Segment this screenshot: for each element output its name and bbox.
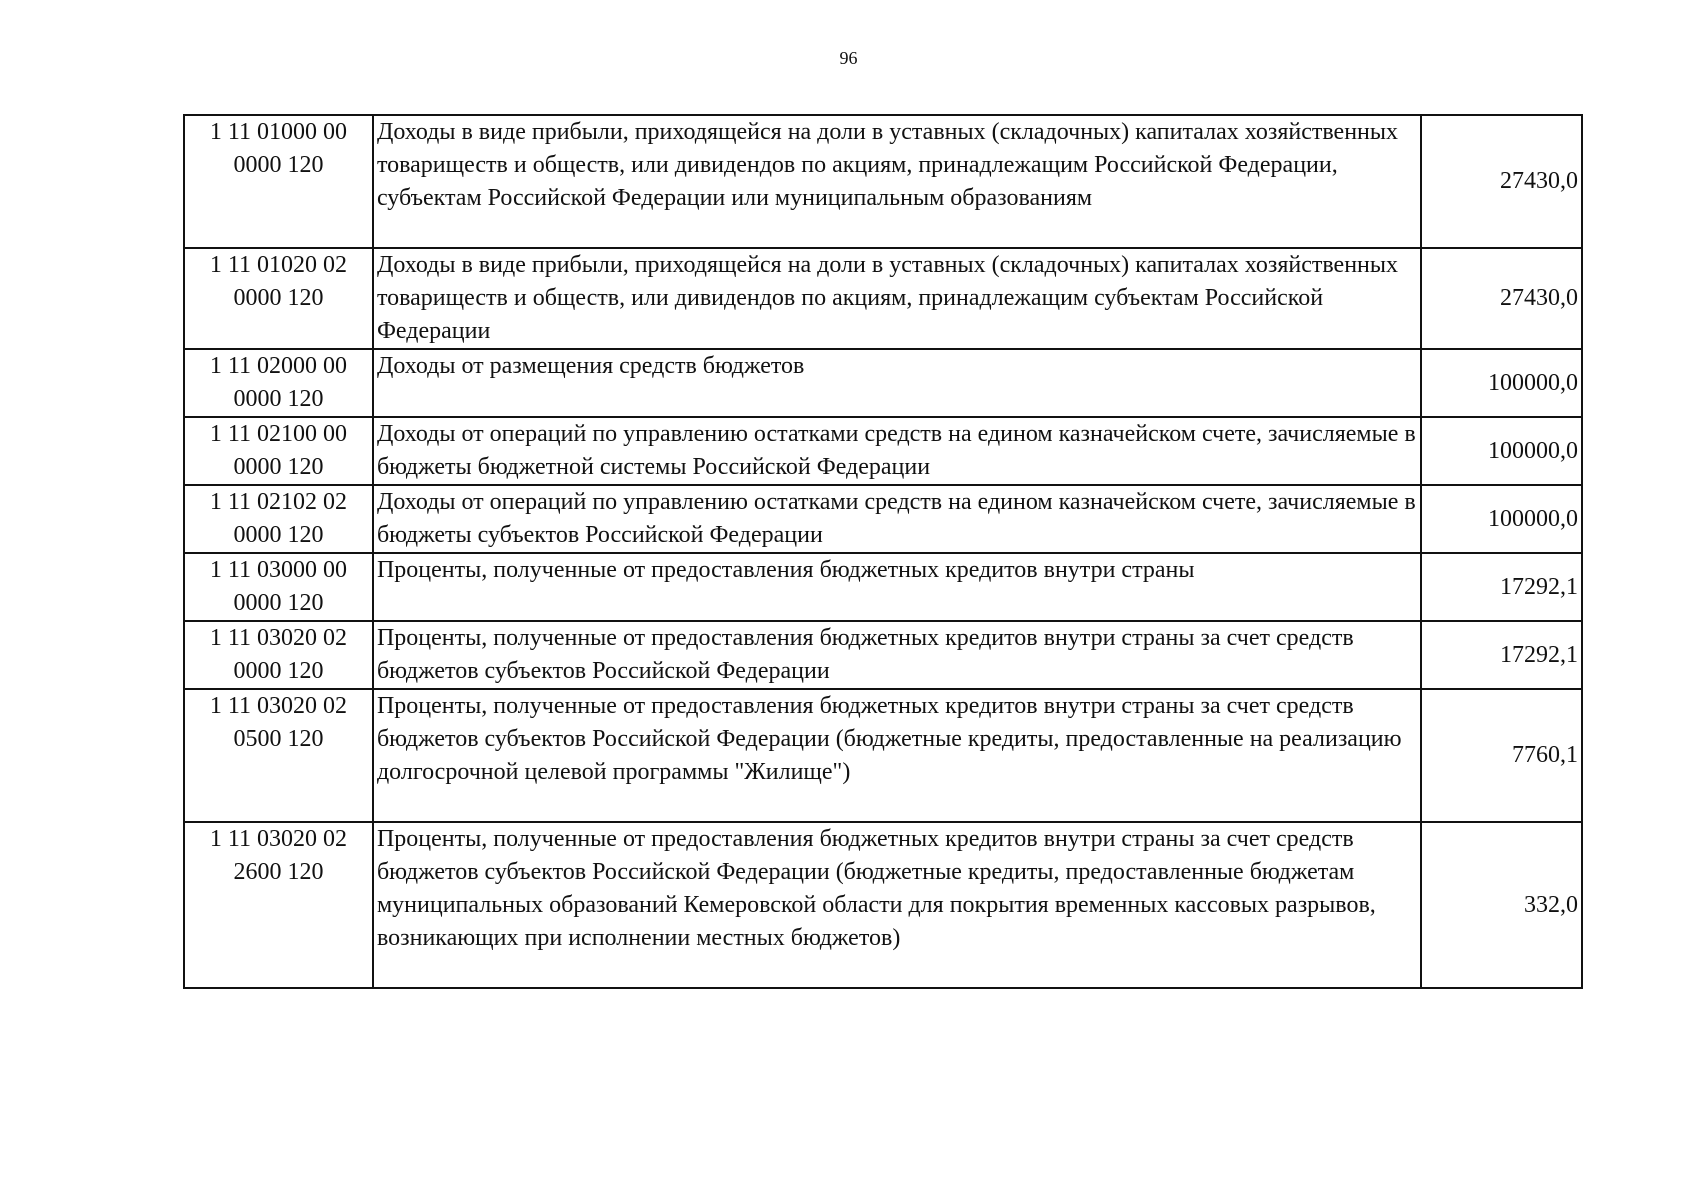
amount-cell: 27430,0 <box>1421 115 1582 248</box>
budget-code-cell: 1 11 01020 02 0000 120 <box>184 248 373 349</box>
table-row <box>184 349 1582 417</box>
table-row <box>184 689 1582 822</box>
table-row <box>184 417 1582 485</box>
amount-cell: 100000,0 <box>1421 349 1582 417</box>
table-row <box>184 621 1582 689</box>
budget-code-cell: 1 11 01000 00 0000 120 <box>184 115 373 248</box>
budget-code-cell: 1 11 02102 02 0000 120 <box>184 485 373 553</box>
budget-code-cell: 1 11 02100 00 0000 120 <box>184 417 373 485</box>
amount-cell: 17292,1 <box>1421 553 1582 621</box>
description-cell: Проценты, полученные от предоставления бюджетных кредитов внутри страны за счет средств бюджетов субъектов Российской Федерации <box>373 621 1422 689</box>
description-cell: Проценты, полученные от предоставления бюджетных кредитов внутри страны за счет средств бюджетов субъектов Российской Федерации (бюджетные кредиты, предоставленные на реализацию долгосрочной целевой программы "Жилище") <box>373 689 1422 822</box>
table-row <box>184 553 1582 621</box>
budget-code-cell: 1 11 03020 02 2600 120 <box>184 822 373 988</box>
description-cell: Проценты, полученные от предоставления бюджетных кредитов внутри страны <box>373 553 1422 621</box>
budget-code-cell: 1 11 03000 00 0000 120 <box>184 553 373 621</box>
amount-cell: 332,0 <box>1421 822 1582 988</box>
amount-cell: 7760,1 <box>1421 689 1582 822</box>
amount-cell: 100000,0 <box>1421 485 1582 553</box>
description-cell: Доходы в виде прибыли, приходящейся на доли в уставных (складочных) капиталах хозяйственных товариществ и обществ, или дивидендов по акциям, принадлежащим Российской Федерации, субъектам Российской Федерации или муниципальным образованиям <box>373 115 1422 248</box>
revenue-table <box>183 114 1583 989</box>
description-cell: Проценты, полученные от предоставления бюджетных кредитов внутри страны за счет средств бюджетов субъектов Российской Федерации (бюджетные кредиты, предоставленные бюджетам муниципальных образований Кемеровской области для покрытия временных кассовых разрывов, возникающих при исполнении местных бюджетов) <box>373 822 1422 988</box>
budget-code-cell: 1 11 03020 02 0500 120 <box>184 689 373 822</box>
amount-cell: 17292,1 <box>1421 621 1582 689</box>
description-cell: Доходы от размещения средств бюджетов <box>373 349 1422 417</box>
budget-code-cell: 1 11 02000 00 0000 120 <box>184 349 373 417</box>
table-row <box>184 248 1582 349</box>
table-row <box>184 115 1582 248</box>
description-cell: Доходы от операций по управлению остатками средств на едином казначейском счете, зачисляемые в бюджеты субъектов Российской Федерации <box>373 485 1422 553</box>
description-cell: Доходы от операций по управлению остатками средств на едином казначейском счете, зачисляемые в бюджеты бюджетной системы Российской Федерации <box>373 417 1422 485</box>
budget-code-cell: 1 11 03020 02 0000 120 <box>184 621 373 689</box>
amount-cell: 27430,0 <box>1421 248 1582 349</box>
amount-cell: 100000,0 <box>1421 417 1582 485</box>
table-row <box>184 485 1582 553</box>
table-row <box>184 822 1582 988</box>
description-cell: Доходы в виде прибыли, приходящейся на доли в уставных (складочных) капиталах хозяйственных товариществ и обществ, или дивидендов по акциям, принадлежащим субъектам Российской Федерации <box>373 248 1422 349</box>
page-number: 96 <box>839 48 858 68</box>
